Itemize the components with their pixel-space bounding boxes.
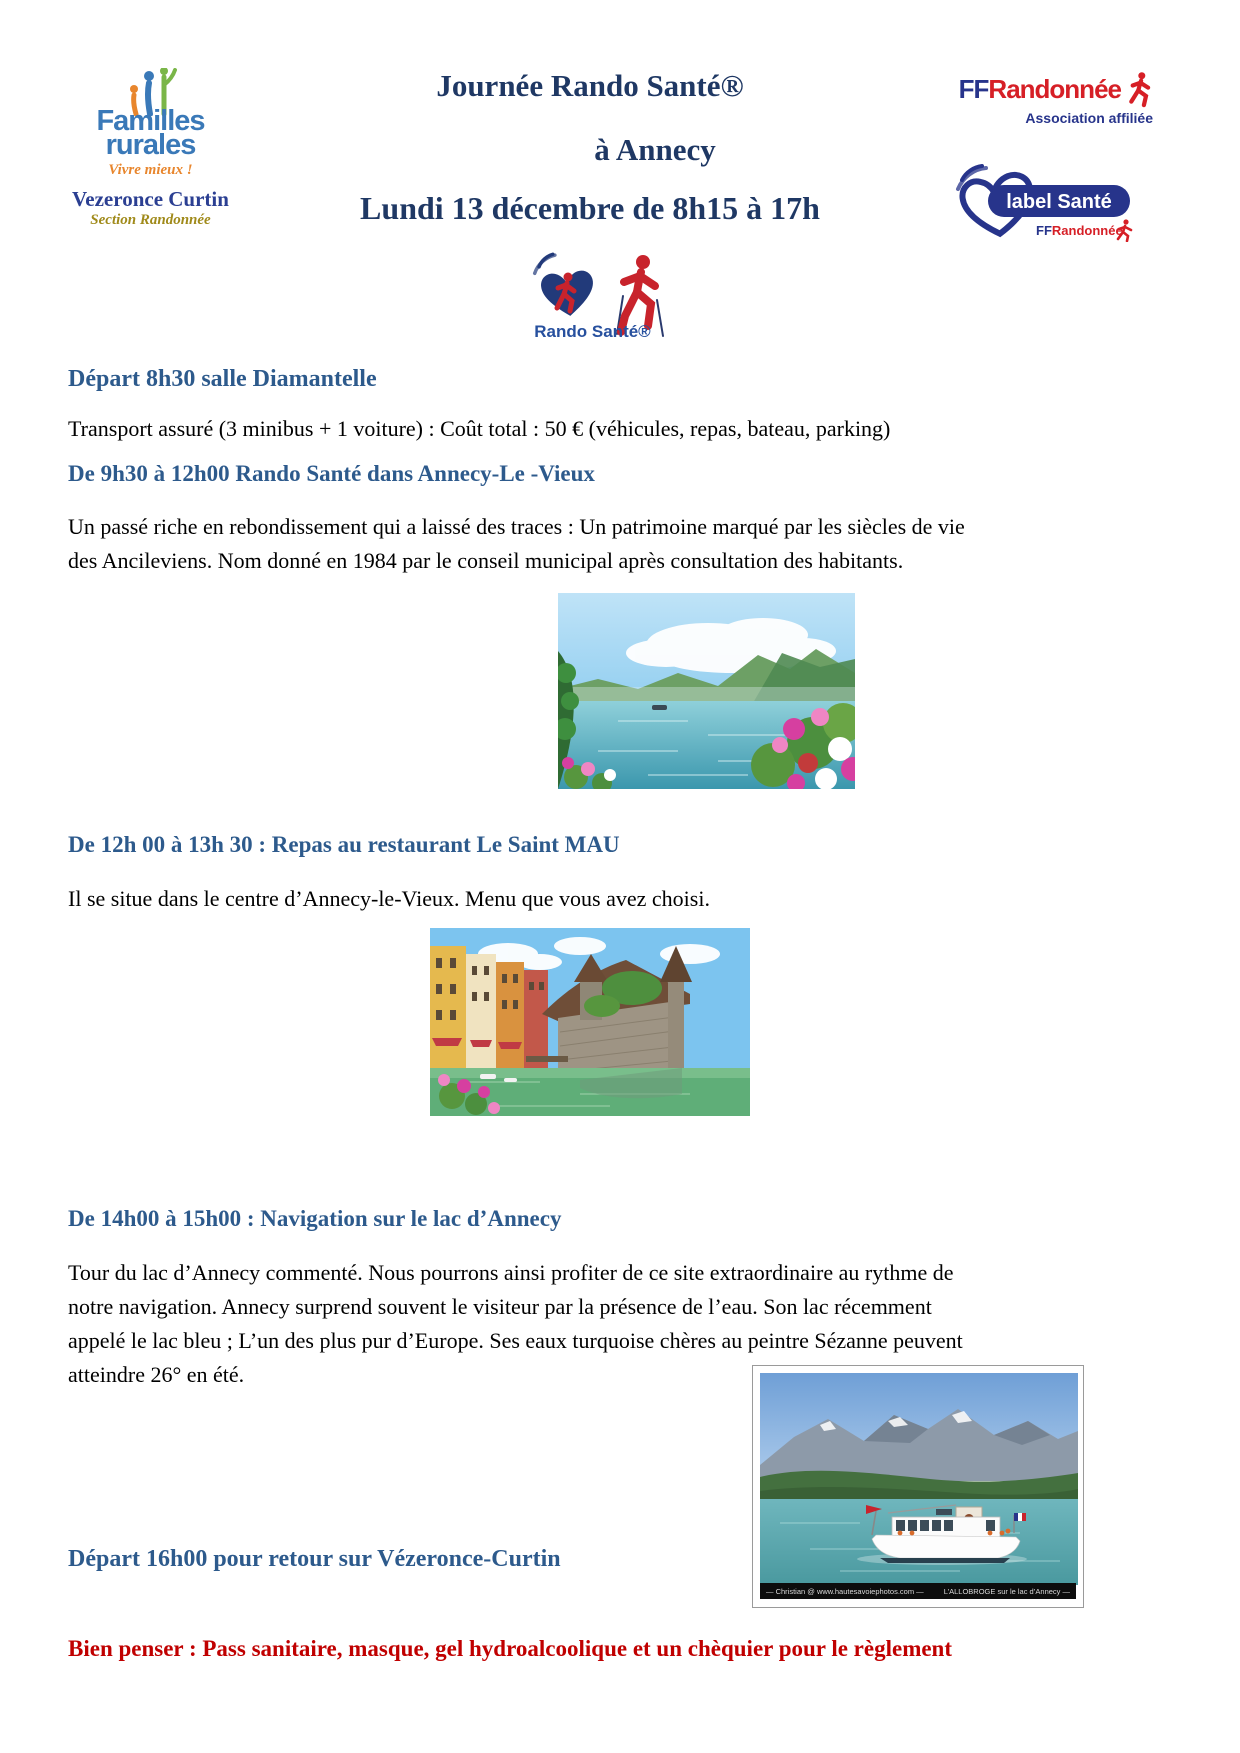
hiker-icon: [1125, 70, 1153, 108]
paragraph-restaurant: Il se situe dans le centre d’Annecy-le-Vieux. Menu que vous avez choisi.: [68, 886, 710, 911]
photo-bateau-caption-title: L’ALLOBROGE sur le lac d’Annecy —: [943, 1586, 1070, 1596]
svg-text:FFRandonnée: [1036, 223, 1123, 238]
heading-navigation-lac: De 14h00 à 15h00 : Navigation sur le lac d’Annecy: [68, 1206, 562, 1231]
rando-sante-caption: Rando Santé®: [534, 322, 651, 341]
label-sante-logo: [948, 158, 1143, 242]
ffr-ff-text: FF: [958, 73, 989, 104]
ffr-randonnee-text: Randonnée: [988, 73, 1121, 104]
photo-vieil-annecy-image: [430, 928, 750, 1116]
label-sante-text: label Santé: [1006, 191, 1112, 213]
org-section-name: Section Randonnée: [90, 211, 211, 228]
rando-sante-logo: [505, 250, 680, 348]
photo-bateau-caption-credit: — Christian @ www.hautesavoiephotos.com —: [766, 1586, 924, 1596]
page-subtitle: à Annecy: [594, 132, 716, 167]
heading-rando-annecy-le-vieux: De 9h30 à 12h00 Rando Santé dans Annecy-Le -Vieux: [68, 461, 595, 486]
paragraph-transport: Transport assuré (3 minibus + 1 voiture) : Coût total : 50 € (véhicules, repas, bateau, parking): [68, 416, 891, 441]
footer-health-notice: Bien penser : Pass sanitaire, masque, gel hydroalcoolique et un chèquier pour le règlement: [68, 1636, 953, 1661]
title-block: [240, 68, 940, 227]
photo-bateau-allobroge: [752, 1365, 1084, 1608]
paragraph-navigation-line3: appelé le lac bleu ; L’un des plus pur d’Europe. Ses eaux turquoise chères au peintre Sézanne peuvent: [68, 1328, 963, 1353]
paragraph-navigation-line2: notre navigation. Annecy surprend souvent le visiteur par la présence de l’eau. Son lac récemment: [68, 1294, 932, 1319]
ffr-affiliation-text: Association affiliée: [1025, 110, 1153, 126]
label-sante-ff-text: FF: [1036, 223, 1052, 238]
paragraph-patrimoine-line2: des Ancileviens. Nom donné en 1984 par le conseil municipal après consultation des habitants.: [68, 548, 904, 573]
ffrandonnee-logo: [938, 70, 1153, 126]
heading-depart-8h30: Départ 8h30 salle Diamantelle: [68, 366, 377, 392]
photo-vieil-annecy: [430, 928, 750, 1116]
org-tagline: Vivre mieux !: [108, 161, 193, 178]
photo-bateau-image: [760, 1373, 1078, 1585]
heading-depart-16h00: Départ 16h00 pour retour sur Vézeronce-Curtin: [68, 1546, 561, 1572]
photo-bateau-caption-bar: [760, 1583, 1076, 1599]
page-title: Journée Rando Santé®: [436, 68, 744, 103]
label-sante-randonnee-text: Randonnée: [1051, 223, 1123, 238]
paragraph-patrimoine: [68, 510, 1188, 578]
photo-lac-annecy: [558, 593, 855, 789]
photo-lac-annecy-image: [558, 593, 855, 789]
org-name-line1: Familles: [96, 105, 205, 137]
label-sante-heart-icon: [948, 158, 1143, 242]
page-date-line: Lundi 13 décembre de 8h15 à 17h: [360, 190, 820, 226]
paragraph-patrimoine-line1: Un passé riche en rebondissement qui a laissé des traces : Un patrimoine marqué par les siècles de vie: [68, 514, 965, 539]
heading-repas-restaurant: De 12h 00 à 13h 30 : Repas au restaurant Le Saint MAU: [68, 832, 620, 857]
org-club-name: Vezeronce Curtin: [72, 186, 229, 211]
familles-rurales-logo: [58, 68, 243, 229]
org-name-line2: rurales: [105, 128, 196, 161]
paragraph-navigation-line4: atteindre 26° en été.: [68, 1362, 245, 1387]
paragraph-navigation-line1: Tour du lac d’Annecy commenté. Nous pourrons ainsi profiter de ce site extraordinaire au rythme de: [68, 1260, 954, 1285]
